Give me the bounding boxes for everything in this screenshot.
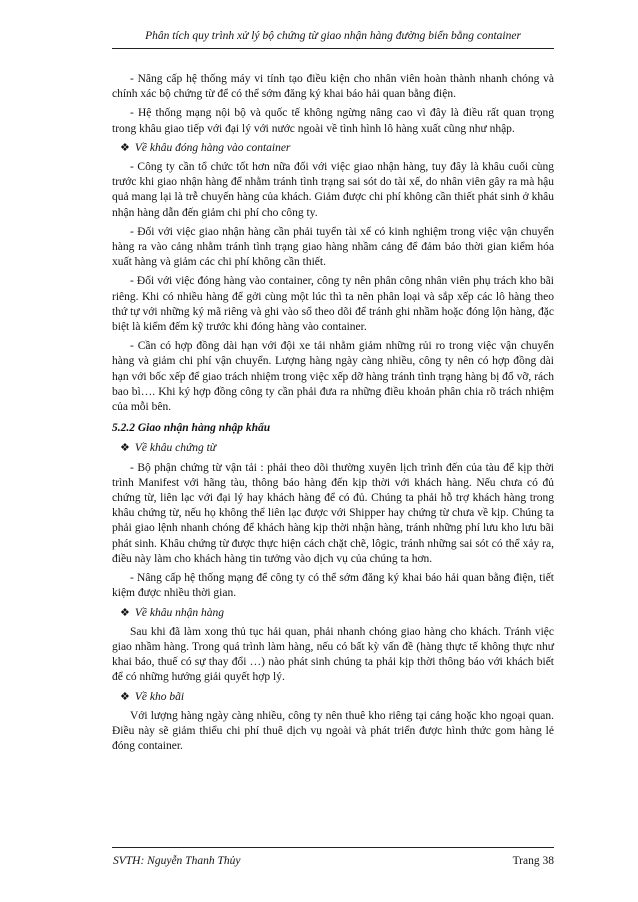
paragraph: - Công ty cần tổ chức tốt hơn nữa đối với việc giao nhận hàng, tuy đây là khâu cuối cùng trước khi giao nhận hàng để nhằm tránh tình trạng sai sót do tài xế, do nhân viên gây ra mà hậu quả mang lại là trễ chuyến hàng của khách. Giảm được chi phí không cần thiết phát sinh ở khâu nhận hàng dẫn đến giảm chi phí cho công ty. [112, 161, 554, 219]
subheading [112, 141, 554, 156]
subheading [112, 690, 554, 705]
subheading-label: Về khâu đóng hàng vào container [134, 141, 291, 154]
footer-author: SVTH: Nguyễn Thanh Thủy [113, 855, 241, 867]
header-divider [112, 48, 554, 49]
diamond-bullet-icon: ❖ [120, 606, 130, 619]
page-number: Trang 38 [512, 855, 554, 867]
subheading [112, 606, 554, 621]
page-header: Phân tích quy trình xử lý bộ chứng từ giao nhận hàng đường biển bằng container [145, 30, 521, 42]
paragraph: - Nâng cấp hệ thống mạng để công ty có thể sớm đăng ký khai báo hải quan bằng điện, tiết kiệm được nhiều thời gian. [112, 572, 554, 600]
subheading-label: Về kho bãi [134, 690, 185, 703]
paragraph: - Đối với việc đóng hàng vào container, công ty nên phân công nhân viên phụ trách kho bãi riêng. Khi có nhiều hàng để gởi cùng một lúc thì ta nên phân loại và sắp xếp các lô hàng theo thứ tự với những ký mã riêng và ghi vào sổ theo dõi để tránh ghi nhầm hoặc đóng lộn hàng, đặc biệt là kiểm đếm kỹ trước khi đóng hàng vào container. [112, 275, 554, 334]
document-body [112, 72, 554, 758]
diamond-bullet-icon: ❖ [120, 442, 130, 455]
section-title: 5.2.2 Giao nhận hàng nhập khẩu [112, 422, 271, 435]
paragraph: - Nâng cấp hệ thống máy vi tính tạo điều kiện cho nhân viên hoàn thành nhanh chóng và chính xác bộ chứng từ để có thể sớm đăng ký khai báo hải quan bằng điện. [112, 73, 554, 101]
paragraph: Với lượng hàng ngày càng nhiều, công ty nên thuê kho riêng tại cảng hoặc kho ngoại quan. Điều này sẽ giảm thiểu chi phí thuê dịch vụ ngoài và phát triển được hình thức gom hàng lẻ đóng container. [112, 709, 554, 753]
paragraph: - Hệ thống mạng nội bộ và quốc tế không ngừng nâng cao vì đây là điều rất quan trọng trong khâu giao tiếp với đại lý với nước ngoài về tình hình lô hàng xuất cũng như nhập. [112, 107, 554, 135]
paragraph: - Bộ phận chứng từ vận tải : phải theo dõi thường xuyên lịch trình đến của tàu để kịp thời trình Manifest với hãng tàu, thông báo hàng đến kịp thời với khách hàng. Nếu chưa có đủ chứng từ, liên lạc với đại lý hay khách hàng để có đủ. Chúng ta phải hỗ trợ khách hàng trong khâu chứng từ, nếu họ không thể liên lạc được với Shipper hay chứng từ chưa về kịp. Chúng ta phải giao lệnh nhanh chóng để khách hàng kịp thời nhận hàng, tránh những phí lưu kho lưu bãi phát sinh. Khâu chứng từ được thực hiện cách chặt chẽ, lôgic, tránh những sai sót có thể xảy ra, điều này làm cho khách hàng tin tưởng vào dịch vụ của chúng ta hơn. [112, 461, 554, 565]
paragraph: - Cần có hợp đồng dài hạn với đội xe tải nhằm giảm những rủi ro trong việc vận chuyển hàng và giảm chi phí vận chuyển. Lượng hàng ngày càng nhiều, công ty nên có hợp đồng dài hạn với bốc xếp để giao trách nhiệm trong việc xếp dỡ hàng tránh tình trạng hàng bị đổ vỡ, rách bao bì…. Khi ký hợp đồng công ty cần phải đưa ra những điều khoản phân chia rõ trách nhiệm của mỗi bên. [112, 340, 554, 414]
subheading-label: Về khâu nhận hàng [134, 606, 224, 619]
subheading [112, 441, 554, 456]
footer-divider [112, 847, 554, 848]
paragraph: - Đối với việc giao nhận hàng cần phải tuyển tài xế có kinh nghiệm trong việc vận chuyển hàng ra vào cảng nhằm tránh tình trạng giao hàng nhầm cảng để đảm bảo thời gian kiểm hóa xuất hàng và giảm các chi phí không cần thiết. [112, 225, 554, 269]
subheading-label: Về khâu chứng từ [134, 442, 217, 455]
diamond-bullet-icon: ❖ [120, 690, 130, 703]
diamond-bullet-icon: ❖ [120, 141, 130, 154]
paragraph: Sau khi đã làm xong thủ tục hải quan, phải nhanh chóng giao hàng cho khách. Tránh việc giao nhầm hàng. Trong quá trình làm hàng, nếu có bất kỳ vấn đề (hàng thực tế không thực như khai báo, thuế có sự thay đổi …) nào phát sinh chúng ta phải kịp thời thông báo với khách biết để có những hướng giải quyết hợp lý. [112, 625, 554, 684]
